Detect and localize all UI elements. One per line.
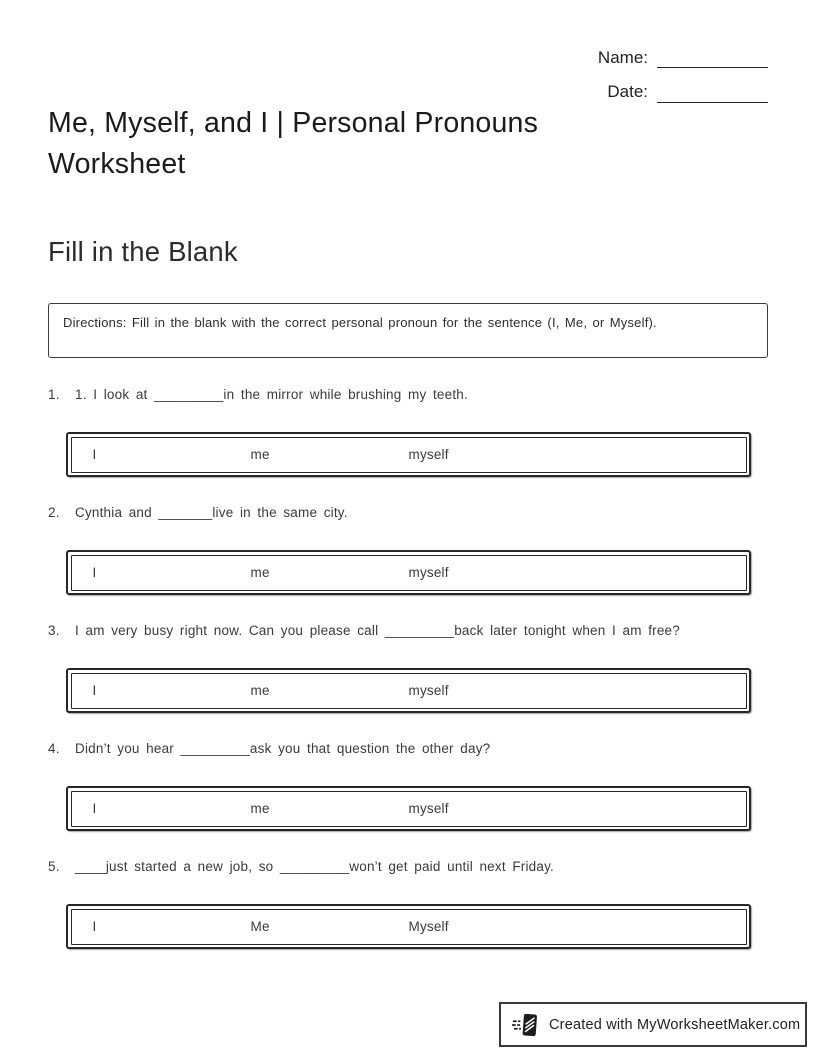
option-label: myself xyxy=(408,565,449,580)
question-4-text: Didn’t you hear _________ask you that question the other day? xyxy=(75,741,491,756)
directions-text: Directions: Fill in the blank with the correct personal pronoun for the sentence (I, Me, or Myself). xyxy=(63,315,657,330)
question-4 xyxy=(48,741,772,756)
question-3-options-box xyxy=(66,668,751,713)
question-2-options-box xyxy=(66,550,751,595)
question-2-options xyxy=(71,555,747,591)
option-label: Myself xyxy=(408,919,449,934)
question-1-number: 1. xyxy=(48,387,60,402)
date-row xyxy=(598,82,768,102)
question-1-options xyxy=(71,437,747,473)
question-1 xyxy=(48,387,772,402)
question-2-number: 2. xyxy=(48,505,60,520)
question-5-options-box xyxy=(66,904,751,949)
option-label: I xyxy=(92,683,97,698)
question-5-options xyxy=(71,909,747,945)
question-2 xyxy=(48,505,772,520)
option-label: I xyxy=(92,801,97,816)
option-label: me xyxy=(250,801,270,816)
name-blank-line xyxy=(657,48,768,68)
section-heading: Fill in the Blank xyxy=(48,236,238,267)
option-label: myself xyxy=(408,801,449,816)
name-row xyxy=(598,48,768,68)
option-label: me xyxy=(250,683,270,698)
option-label: myself xyxy=(408,447,449,462)
question-3-options xyxy=(71,673,747,709)
question-4-options xyxy=(71,791,747,827)
question-5 xyxy=(48,859,772,874)
option-label: me xyxy=(250,447,270,462)
option-label: I xyxy=(92,919,97,934)
date-label: Date: xyxy=(607,82,648,102)
date-blank-line xyxy=(657,83,768,103)
option-label: Me xyxy=(250,919,270,934)
footer-credit-box xyxy=(499,1002,807,1047)
question-1-text: 1. I look at _________in the mirror while brushing my teeth. xyxy=(75,387,468,402)
question-3-text: I am very busy right now. Can you please call _________back later tonight when I am free? xyxy=(75,623,680,638)
option-label: myself xyxy=(408,683,449,698)
question-4-number: 4. xyxy=(48,741,60,756)
name-date-block xyxy=(598,48,768,117)
name-label: Name: xyxy=(597,48,648,67)
question-5-number: 5. xyxy=(48,859,60,874)
question-3 xyxy=(48,623,772,638)
directions-box xyxy=(48,303,768,358)
question-5-text: ____just started a new job, so _________won’t get paid until next Friday. xyxy=(75,859,554,874)
worksheet-title: Me, Myself, and I | Personal Pronouns Worksheet xyxy=(48,107,539,180)
option-label: me xyxy=(250,565,270,580)
footer-credit-text: Created with MyWorksheetMaker.com xyxy=(549,1016,801,1033)
option-label: I xyxy=(92,447,97,462)
question-3-number: 3. xyxy=(48,623,60,638)
option-label: I xyxy=(92,565,97,580)
question-4-options-box xyxy=(66,786,751,831)
question-1-options-box xyxy=(66,432,751,477)
question-2-text: Cynthia and _______live in the same city. xyxy=(75,505,348,520)
worksheet-maker-logo-icon xyxy=(512,1010,542,1040)
